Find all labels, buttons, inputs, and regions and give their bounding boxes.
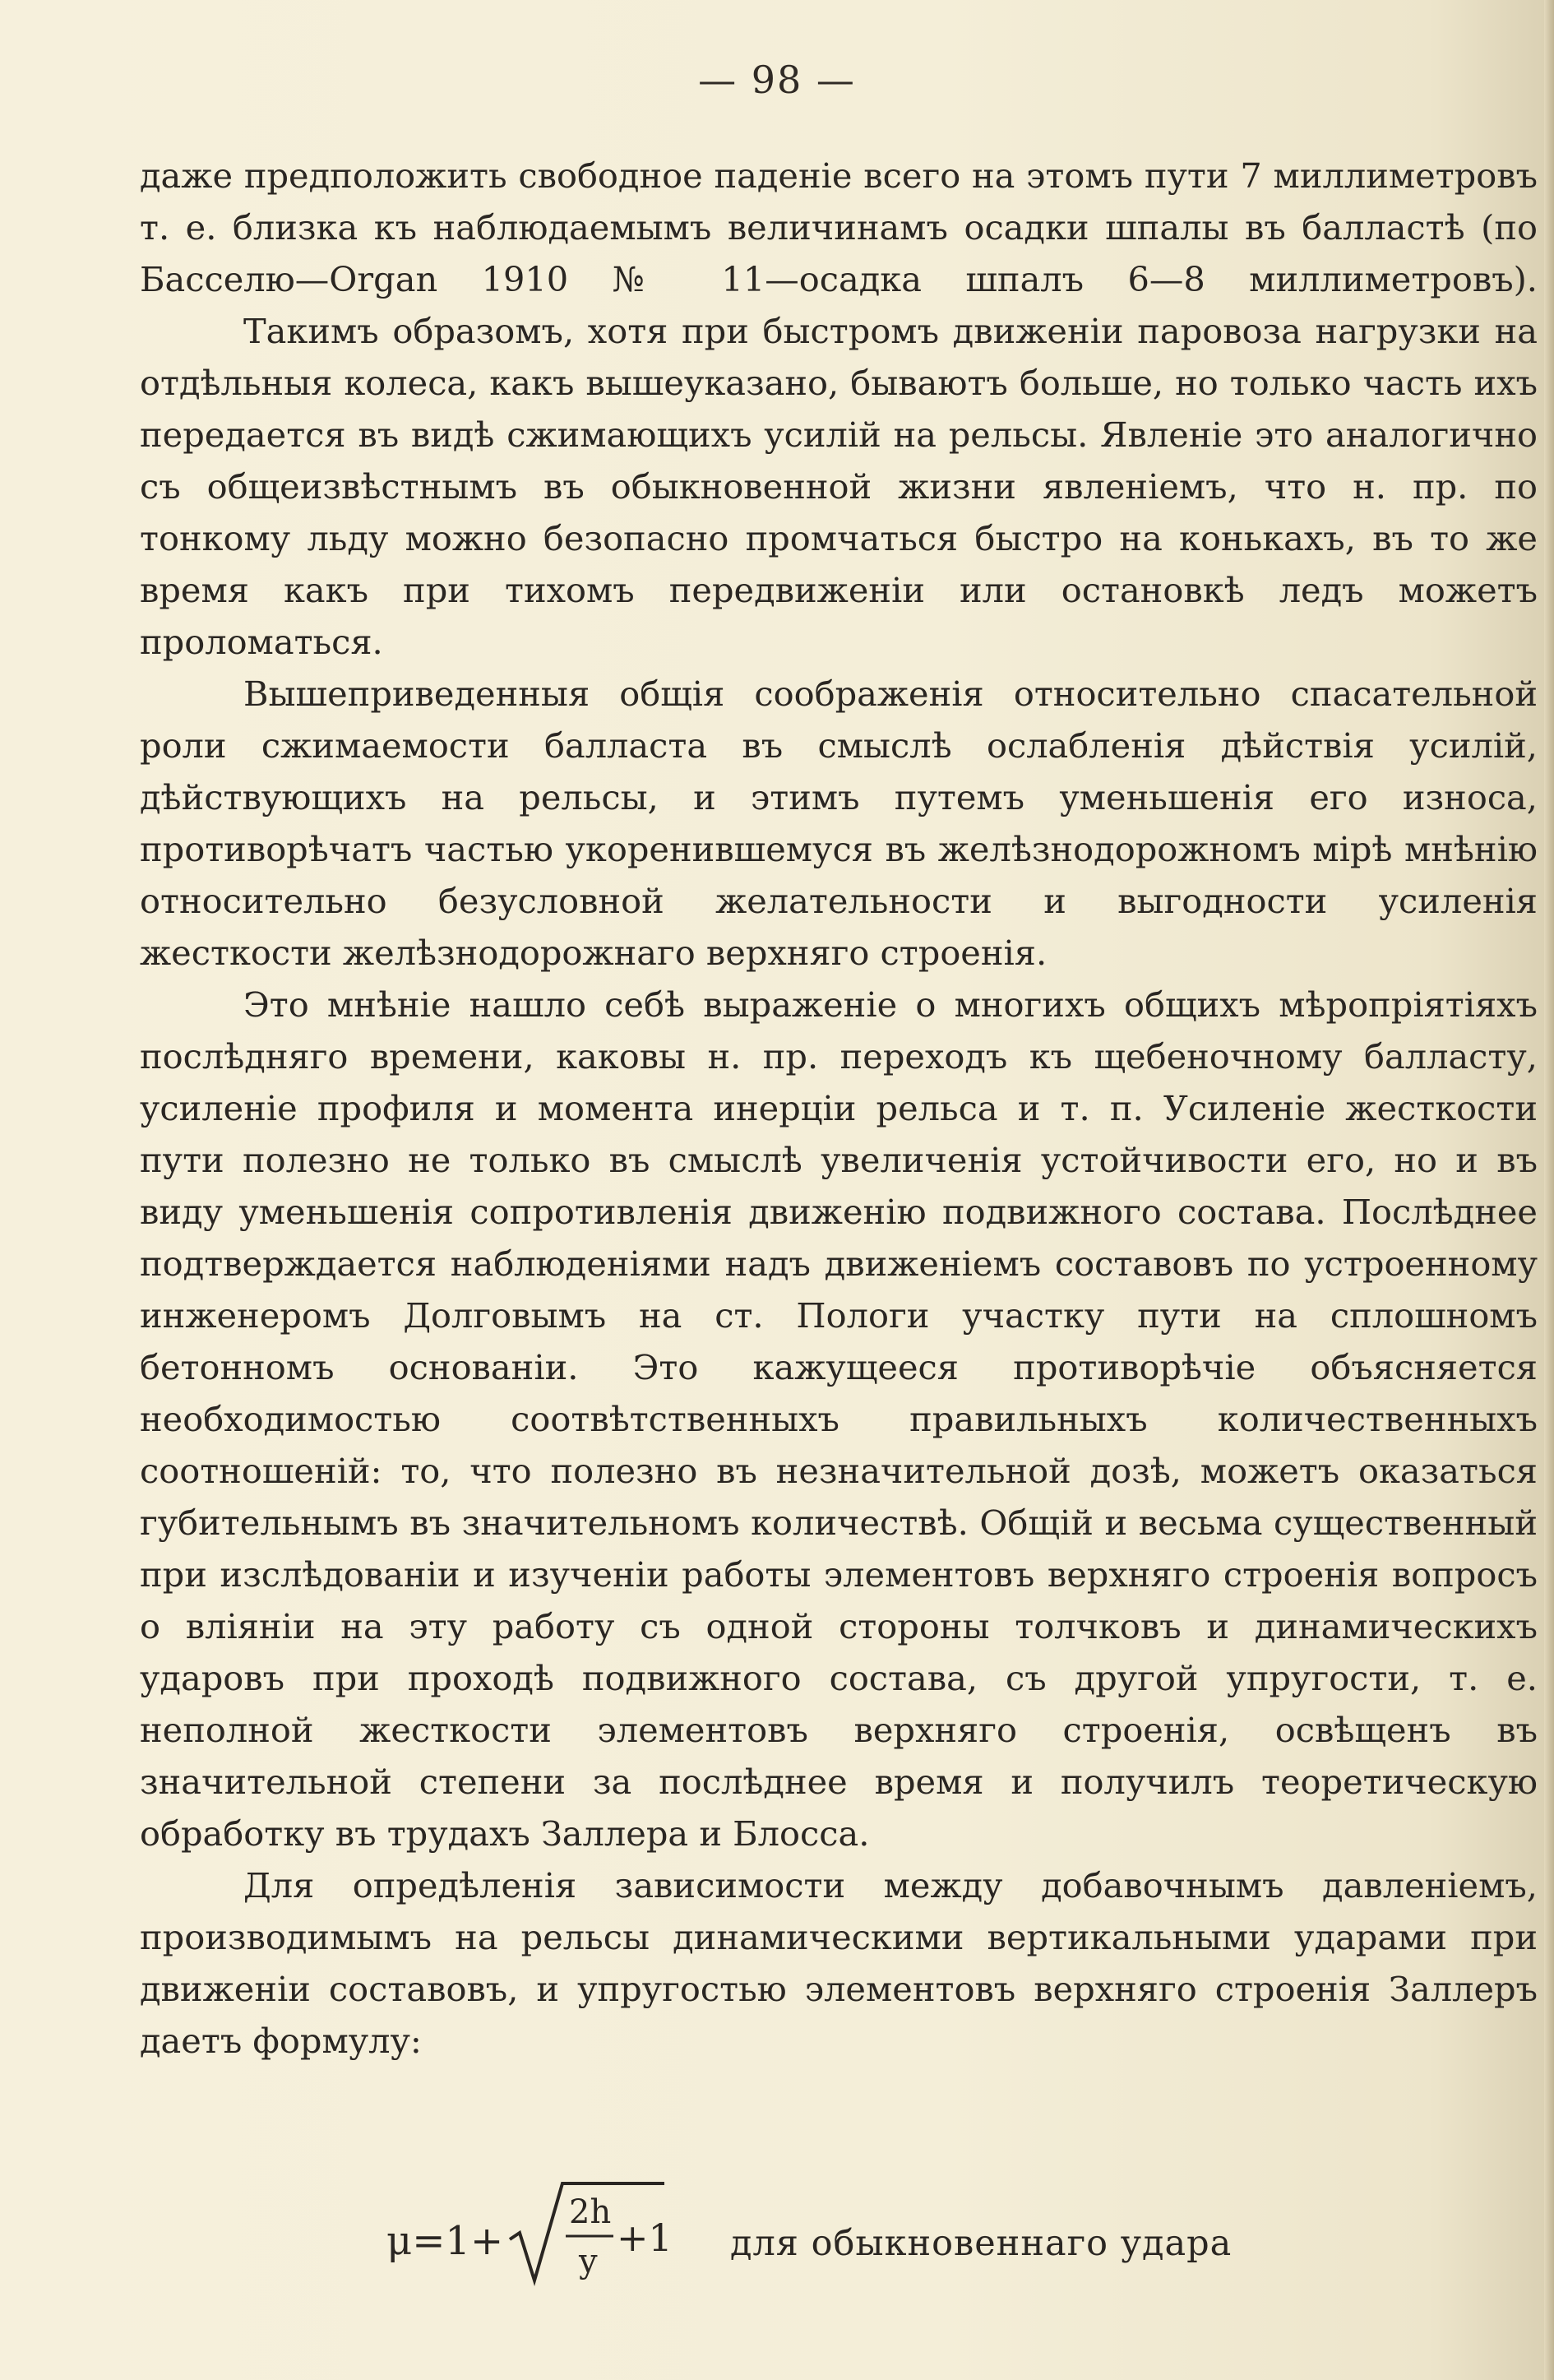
paragraph-5: Для опредѣленія зависимости между добавочнымъ давленіемъ, производимымъ на рельсы динамическими вертикальными ударами при движеніи составовъ, и упругостью элементовъ верхняго строенія Заллеръ даетъ формулу: (140, 1865, 1538, 2061)
formula-tail: +1 (617, 2216, 673, 2260)
page-number: — 98 — (698, 58, 856, 102)
page-edge (1544, 0, 1554, 2380)
paragraph-4: Это мнѣніе нашло себѣ выраженіе о многихъ общихъ мѣропріятіяхъ послѣдняго времени, каковы н. пр. переходъ къ щебеночному балласту, усиленіе профиля и момента инерціи рельса и т. п. Усиленіе жесткости пути полезно не только въ смыслѣ увеличенія устойчивости его, но и въ виду уменьшенія сопротивленія движенію подвижного состава. Послѣднее подтверждается наблюденіями надъ движеніемъ составовъ по устроенному инженеромъ Долговымъ на ст. Пологи участку пути на сплошномъ бетонномъ основаніи. Это кажущееся противорѣчіе объясняется необходимостью соотвѣтственныхъ правильныхъ количественныхъ соотношеній: то, что полезно въ незначительной дозѣ, можетъ оказаться губительнымъ въ значительномъ количествѣ. Общій и весьма существенный при изслѣдованіи и изученіи работы элементовъ верхняго строенія вопросъ о вліяніи на эту работу съ одной стороны толчковъ и динамическихъ ударовъ при проходѣ подвижного состава, съ другой упругости, т. е. неполной жесткости элементовъ верхняго строенія, освѣщенъ въ значительной степени за послѣднее время и получилъ теоретическую обработку въ трудахъ Заллера и Блосса. (140, 984, 1538, 1854)
formula-numerator: 2h (569, 2193, 612, 2231)
formula (386, 2175, 1373, 2299)
formula-caption: для обыкновеннаго удара (730, 2223, 1233, 2264)
formula-denominator: y (579, 2243, 598, 2280)
body-text (140, 150, 1538, 2067)
formula-lhs: μ=1+ (386, 2218, 504, 2264)
paragraph-1: даже предположить свободное паденіе всего на этомъ пути 7 миллиметровъ т. е. близка къ наблюдаемымъ величинамъ осадки шпалы въ балластѣ (по Басселю—Organ 1910 № 11—осадка шпалъ 6—8 миллиметровъ). (140, 155, 1538, 299)
paragraph-3: Вышеприведенныя общія соображенія относительно спасательной роли сжимаемости балласта въ смыслѣ ослабленія дѣйствія усилій, дѣйствующихъ на рельсы, и этимъ путемъ уменьшенія его износа, противорѣчатъ частью укоренившемуся въ желѣзнодорожномъ мірѣ мнѣнію относительно безусловной желательности и выгодности усиленія жесткости желѣзнодорожнаго верхняго строенія. (140, 674, 1538, 973)
paragraph-2: Такимъ образомъ, хотя при быстромъ движеніи паровоза нагрузки на отдѣльныя колеса, какъ вышеуказано, бываютъ больше, но только часть ихъ передается въ видѣ сжимающихъ усилій на рельсы. Явленіе это аналогично съ общеизвѣстнымъ въ обыкновенной жизни явленіемъ, что н. пр. по тонкому льду можно безопасно промчаться быстро на конькахъ, въ то же время какъ при тихомъ передвиженіи или остановкѣ ледъ можетъ проломаться. (140, 311, 1538, 662)
formula-expression (386, 2175, 732, 2299)
